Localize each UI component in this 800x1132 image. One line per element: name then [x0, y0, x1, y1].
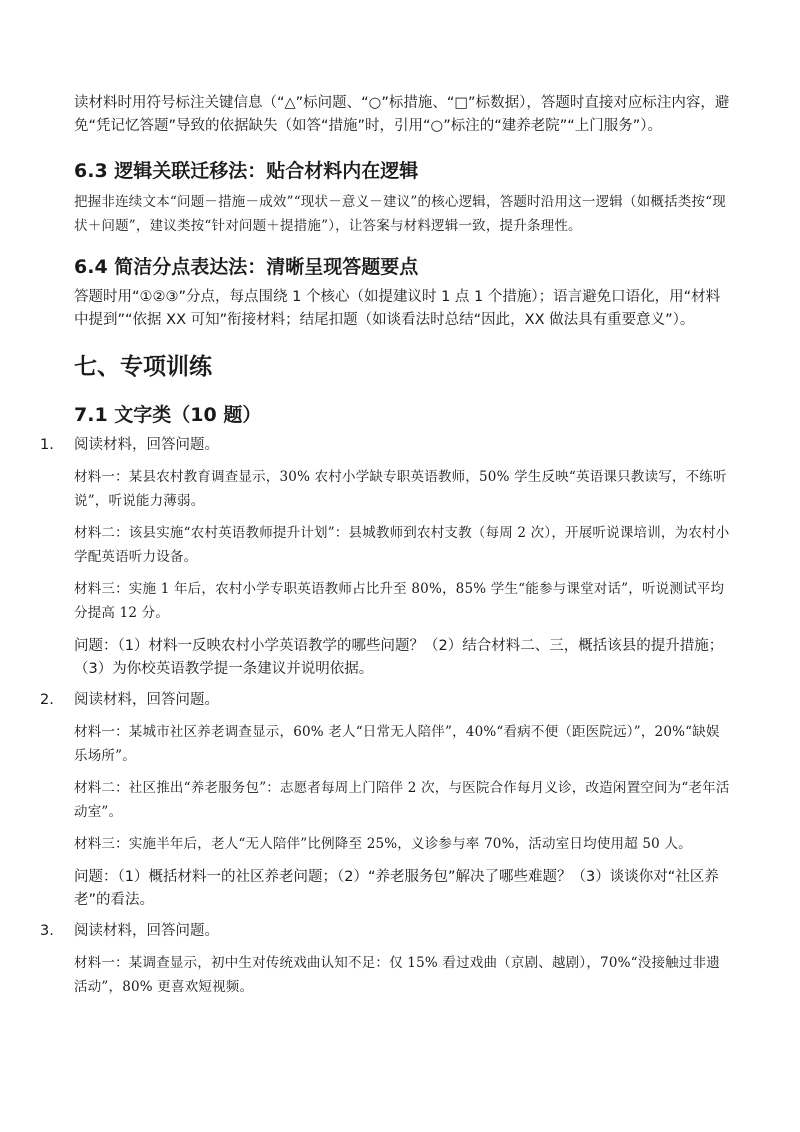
question-3 — [40, 920, 730, 999]
question-prompt: 阅读材料，回答问题。 — [74, 923, 219, 939]
material-1: 材料一：某县农村教育调查显示，30% 农村小学缺专职英语教师，50% 学生反映“英语课只教读写，不练听说”，听说能力薄弱。 — [74, 469, 727, 509]
question-text: 问题：（1）概括材料一的社区养老问题；（2）“养老服务包”解决了哪些难题？（3）谈谈你对“社区养老”的看法。 — [74, 869, 719, 908]
chapter-7-title: 七、专项训练 — [74, 354, 212, 380]
section-6-3-body: 把握非连续文本“问题－措施－成效”“现状－意义－建议”的核心逻辑，答题时沿用这一逻辑（如概括类按“现状＋问题”，建议类按“针对问题＋提措施”），让答案与材料逻辑一致，提升条理性。 — [74, 194, 727, 234]
section-7-1-title: 7.1 文字类（10 题） — [74, 404, 262, 426]
material-2: 材料二：社区推出“养老服务包”：志愿者每周上门陪伴 2 次，与医院合作每月义诊，改造闲置空间为“老年活动室”。 — [74, 780, 730, 820]
question-text: 问题：（1）材料一反映农村小学英语教学的哪些问题？（2）结合材料二、三，概括该县的提升措施；（3）为你校英语教学提一条建议并说明依据。 — [74, 638, 724, 677]
section-6-4-body: 答题时用“①②③”分点，每点围绕 1 个核心（如提建议时 1 点 1 个措施）；语言避免口语化，用“材料中提到”“依据 XX 可知”衔接材料；结尾扣题（如谈看法时总结“因此，XX 做法具有重要意义”）。 — [74, 289, 721, 328]
question-1 — [40, 434, 730, 681]
question-number: 2. — [40, 692, 54, 708]
question-prompt: 阅读材料，回答问题。 — [74, 692, 219, 708]
question-2 — [40, 689, 730, 912]
section-6-4-title: 6.4 简洁分点表达法：清晰呈现答题要点 — [74, 256, 419, 278]
question-prompt: 阅读材料，回答问题。 — [74, 437, 219, 453]
material-1: 材料一：某城市社区养老调查显示，60% 老人“日常无人陪伴”，40%“看病不便（距医院远）”，20%“缺娱乐场所”。 — [74, 724, 720, 764]
question-number: 1. — [40, 437, 54, 453]
question-number: 3. — [40, 923, 54, 939]
material-1: 材料一：某调查显示，初中生对传统戏曲认知不足：仅 15% 看过戏曲（京剧、越剧），70%“没接触过非遗活动”，80% 更喜欢短视频。 — [74, 955, 720, 995]
intro-paragraph: 读材料时用符号标注关键信息（“△”标问题、“○”标措施、“□”标数据），答题时直接对应标注内容，避免“凭记忆答题”导致的依据缺失（如答“措施”时，引用“○”标注的“建养老院”“上门服务”）。 — [74, 95, 730, 134]
material-3: 材料三：实施半年后，老人“无人陪伴”比例降至 25%，义诊参与率 70%，活动室日均使用超 50 人。 — [74, 836, 692, 852]
section-6-3-title: 6.3 逻辑关联迁移法：贴合材料内在逻辑 — [74, 160, 419, 182]
material-3: 材料三：实施 1 年后，农村小学专职英语教师占比升至 80%，85% 学生“能参与课堂对话”，听说测试平均分提高 12 分。 — [74, 581, 725, 621]
material-2: 材料二：该县实施“农村英语教师提升计划”：县城教师到农村支教（每周 2 次），开展听说课培训，为农村小学配英语听力设备。 — [74, 525, 730, 565]
